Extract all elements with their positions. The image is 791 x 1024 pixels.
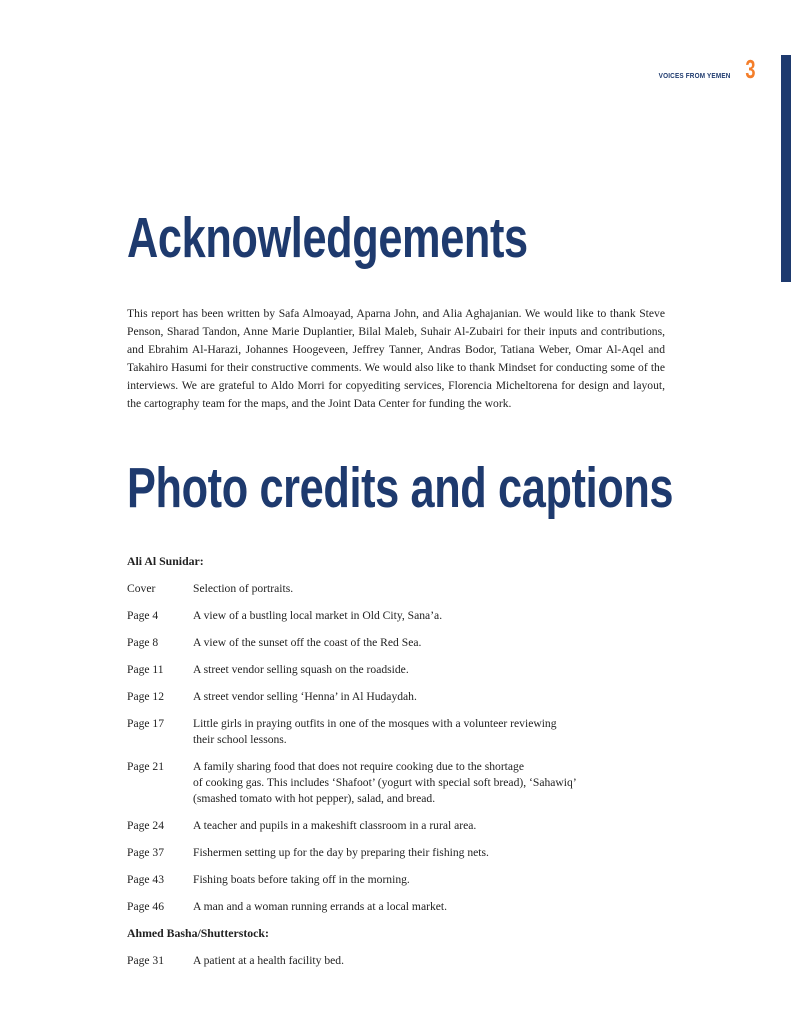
caption-text: A view of the sunset off the coast of the Red Sea. [193, 636, 422, 649]
caption-page: Page 43 [127, 873, 165, 886]
caption-row [127, 662, 647, 678]
caption-line: Little girls in praying outfits in one of the mosques with a volunteer reviewing [193, 717, 557, 730]
caption-row [127, 845, 647, 861]
section-tab [781, 55, 791, 282]
caption-page: Page 12 [127, 690, 165, 703]
caption-text [193, 716, 647, 748]
caption-text: A street vendor selling squash on the roadside. [193, 663, 409, 676]
caption-page: Cover [127, 582, 156, 595]
caption-row [127, 689, 647, 705]
running-header [646, 56, 755, 82]
caption-row [127, 818, 647, 834]
caption-row [127, 899, 647, 915]
caption-line: (smashed tomato with hot pepper), salad, and bread. [193, 792, 436, 805]
acknowledgements-heading: Acknowledgements [127, 206, 528, 270]
caption-text: Fishermen setting up for the day by preparing their fishing nets. [193, 846, 489, 859]
caption-page: Page 11 [127, 663, 164, 676]
caption-page: Page 4 [127, 609, 159, 622]
caption-row [127, 716, 647, 748]
credit-group-title: Ali Al Sunidar: [127, 554, 204, 568]
caption-page: Page 24 [127, 819, 165, 832]
caption-page: Page 21 [127, 760, 165, 773]
caption-line: A family sharing food that does not require cooking due to the shortage [193, 760, 524, 773]
caption-text: Selection of portraits. [193, 582, 294, 595]
photo-credits-list [127, 553, 647, 969]
caption-page: Page 46 [127, 900, 165, 913]
caption-text [193, 759, 647, 807]
credit-group-title: Ahmed Basha/Shutterstock: [127, 926, 269, 940]
caption-page: Page 8 [127, 636, 159, 649]
caption-text: A teacher and pupils in a makeshift classroom in a rural area. [193, 819, 477, 832]
caption-row [127, 759, 647, 807]
caption-page: Page 17 [127, 717, 165, 730]
caption-line: their school lessons. [193, 733, 287, 746]
caption-row [127, 872, 647, 888]
photo-credits-heading: Photo credits and captions [127, 456, 674, 520]
caption-page: Page 31 [127, 954, 165, 967]
caption-row [127, 581, 647, 597]
acknowledgements-paragraph: This report has been written by Safa Almoayad, Aparna John, and Alia Aghajanian. We would like to thank Steve Penson, Sharad Tandon, Anne Marie Duplantier, Bilal Maleb, Suhair Al-Zubairi for their inputs and contributions, and Ebrahim Al-Harazi, Johannes Hoogeveen, Jeffrey Tanner, Andras Bodor, Tatiana Weber, Omar Al-Aqel and Takahiro Hasumi for their constructive comments. We would also like to thank Mindset for conducting some of the interviews. We are grateful to Aldo Morri for copyediting services, Florencia Micheltorena for design and layout, the cartography team for the maps, and the Joint Data Center for funding the work. [127, 307, 665, 410]
caption-text: A street vendor selling ‘Henna’ in Al Hudaydah. [193, 690, 417, 703]
caption-page: Page 37 [127, 846, 165, 859]
caption-line: of cooking gas. This includes ‘Shafoot’ (yogurt with special soft bread), ‘Sahawiq’ [193, 776, 577, 789]
caption-row [127, 635, 647, 651]
caption-text: A view of a bustling local market in Old City, Sana’a. [193, 609, 443, 622]
caption-text: Fishing boats before taking off in the morning. [193, 873, 410, 886]
report-title: VOICES FROM YEMEN [658, 71, 731, 80]
caption-row [127, 608, 647, 624]
page-number: 3 [744, 54, 755, 84]
caption-text: A man and a woman running errands at a local market. [193, 900, 448, 913]
caption-row [127, 953, 647, 969]
caption-text: A patient at a health facility bed. [193, 954, 344, 967]
